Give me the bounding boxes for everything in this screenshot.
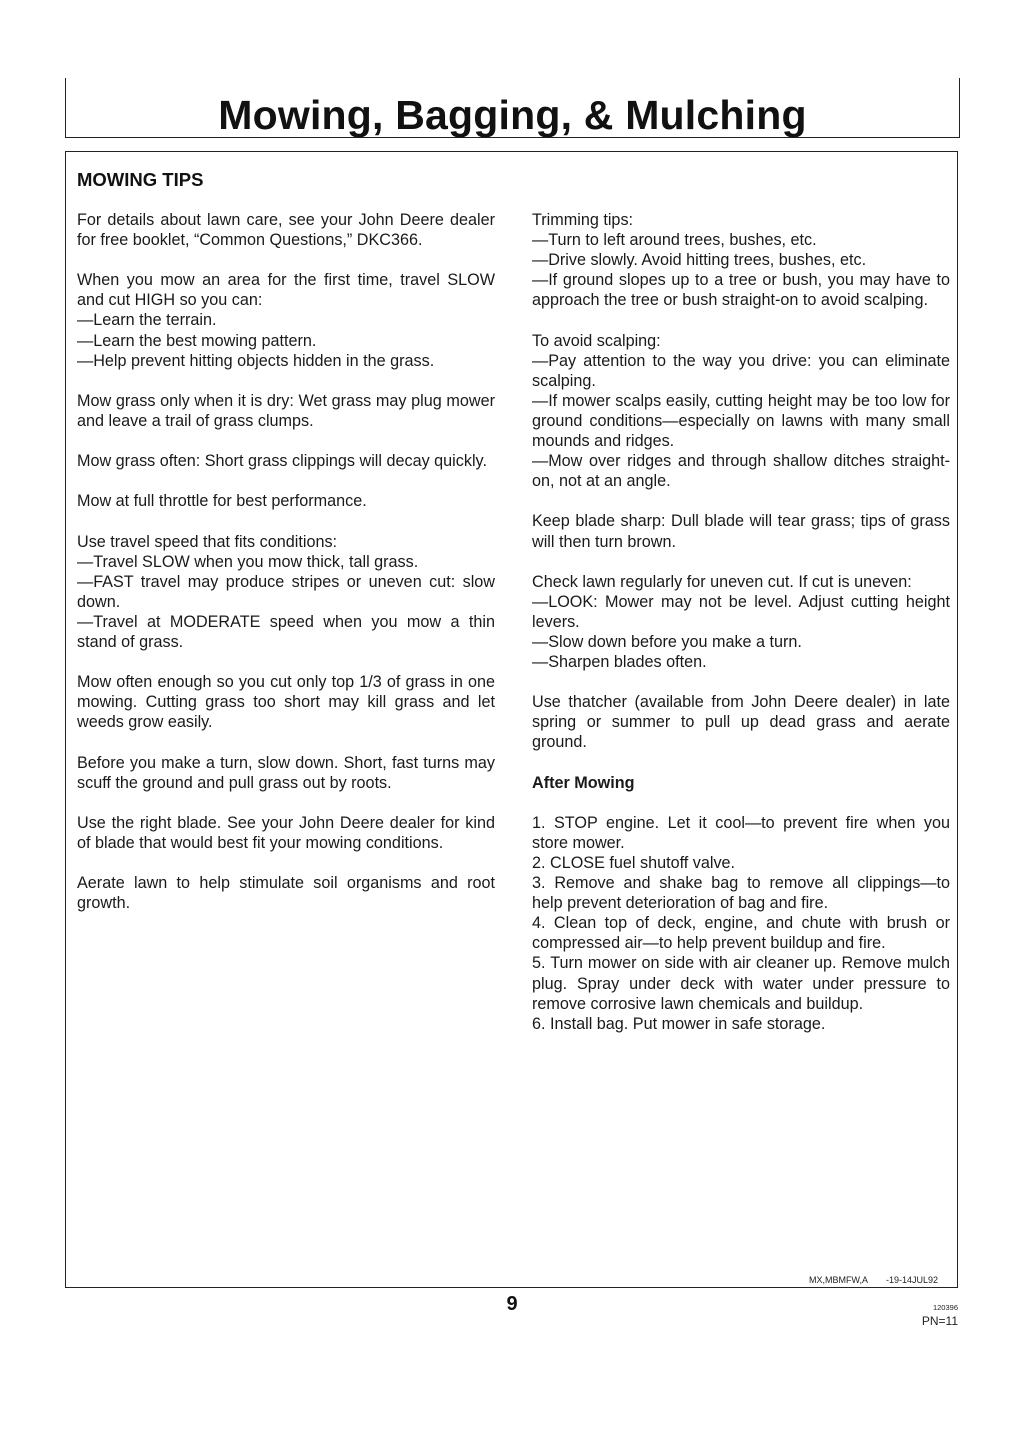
paragraph-line: Use the right blade. See your John Deere dealer for kind of blade that would best fit your mowing conditions.: [77, 813, 495, 852]
paragraph-right-blade: [77, 813, 495, 853]
paragraph-line: Mow often enough so you cut only top 1/3 of grass in one mowing. Cutting grass too short may kill grass and let weeds grow easily.: [77, 673, 495, 732]
paragraph-line: —Help prevent hitting objects hidden in the grass.: [77, 351, 435, 370]
paragraph-line: —If ground slopes up to a tree or bush, you may have to approach the tree or bush straight-on to avoid scalping.: [532, 271, 950, 310]
content-frame: [65, 151, 958, 1288]
paragraph-line: —Learn the best mowing pattern.: [77, 331, 317, 350]
paragraph-dry-grass: [77, 391, 495, 431]
after-mowing-step: 4. Clean top of deck, engine, and chute with brush or compressed air—to help prevent buildup and fire.: [532, 914, 950, 953]
paragraph-sharp-blade: [532, 511, 950, 551]
after-mowing-step: 6. Install bag. Put mower in safe storage.: [532, 1014, 826, 1033]
paragraph-line: —Slow down before you make a turn.: [532, 632, 802, 651]
paragraph-line: —Sharpen blades often.: [532, 653, 707, 672]
paragraph-thatcher: [532, 692, 950, 752]
paragraph-line: —Mow over ridges and through shallow ditches straight-on, not at an angle.: [532, 452, 950, 491]
paragraph-avoid-scalping: [532, 331, 950, 492]
paragraph-full-throttle: [77, 491, 495, 511]
after-mowing-step: 2. CLOSE fuel shutoff valve.: [532, 854, 736, 872]
left-column: [77, 210, 495, 933]
paragraph-line: —If mower scalps easily, cutting height may be too low for ground conditions—especially on lawns with many small mounds and ridges.: [532, 391, 950, 451]
paragraph-line: For details about lawn care, see your John Deere dealer for free booklet, “Common Questions,” DKC366.: [77, 211, 495, 250]
paragraph-line: —Turn to left around trees, bushes, etc.: [532, 231, 817, 250]
document-reference: [809, 1275, 938, 1286]
after-mowing-heading: After Mowing: [532, 773, 635, 792]
paragraph-line: —Drive slowly. Avoid hitting trees, bushes, etc.: [532, 251, 867, 270]
paragraph-line: —FAST travel may produce stripes or uneven cut: slow down.: [77, 572, 495, 611]
paragraph-line: Use thatcher (available from John Deere dealer) in late spring or summer to pull up dead grass and aerate ground.: [532, 693, 950, 752]
paragraph-travel-speed: [77, 532, 495, 653]
paragraph-uneven-cut: [532, 572, 950, 672]
page-title: Mowing, Bagging, & Mulching: [218, 92, 807, 138]
paragraph-line: Check lawn regularly for uneven cut. If cut is uneven:: [532, 572, 912, 591]
document-code: MX,MBMFW,A: [808, 1275, 868, 1285]
paragraph-line: Before you make a turn, slow down. Short, fast turns may scuff the ground and pull grass out by roots.: [77, 753, 495, 792]
paragraph-first-time-mowing: [77, 270, 495, 370]
after-mowing-step: 5. Turn mower on side with air cleaner up. Remove mulch plug. Spray under deck with water under pressure to remove corrosive lawn chemicals and buildup.: [532, 954, 950, 1013]
paragraph-turns: [77, 753, 495, 793]
paragraph-line: Mow grass often: Short grass clippings will decay quickly.: [77, 452, 487, 471]
paragraph-line: —LOOK: Mower may not be level. Adjust cutting height levers.: [532, 592, 950, 631]
page-index: PN=11: [921, 1314, 958, 1328]
paragraph-lawn-care-booklet: [77, 210, 495, 250]
paragraph-line: —Travel at MODERATE speed when you mow a thin stand of grass.: [77, 612, 495, 651]
paragraph-line: —Learn the terrain.: [77, 311, 217, 330]
document-date: -19-14JUL92: [885, 1275, 938, 1285]
paragraph-one-third-rule: [77, 672, 495, 732]
paragraph-mow-often: [77, 451, 495, 471]
print-code: 120396: [932, 1303, 958, 1312]
title-frame: [65, 78, 960, 138]
after-mowing-step: 3. Remove and shake bag to remove all clippings—to help prevent deterioration of bag and fire.: [532, 874, 950, 913]
section-heading: MOWING TIPS: [77, 169, 204, 190]
paragraph-line: Mow at full throttle for best performance.: [77, 492, 367, 511]
paragraph-line: Keep blade sharp: Dull blade will tear grass; tips of grass will then turn brown.: [532, 512, 950, 551]
after-mowing-steps: [532, 813, 950, 1034]
paragraph-line: To avoid scalping:: [532, 331, 661, 350]
paragraph-line: —Pay attention to the way you drive: you can eliminate scalping.: [532, 351, 950, 390]
after-mowing-step: 1. STOP engine. Let it cool—to prevent fire when you store mower.: [532, 813, 950, 852]
paragraph-line: —Travel SLOW when you mow thick, tall grass.: [77, 552, 419, 571]
paragraph-aerate: [77, 873, 495, 913]
paragraph-line: Trimming tips:: [532, 211, 634, 229]
right-column: [532, 210, 950, 1054]
paragraph-line: Aerate lawn to help stimulate soil organisms and root growth.: [77, 874, 495, 913]
paragraph-line: Mow grass only when it is dry: Wet grass may plug mower and leave a trail of grass clumps.: [77, 391, 495, 430]
page-number: 9: [506, 1293, 518, 1315]
paragraph-line: Use travel speed that fits conditions:: [77, 532, 338, 551]
paragraph-trimming-tips: [532, 210, 950, 310]
paragraph-line: When you mow an area for the first time, travel SLOW and cut HIGH so you can:: [77, 271, 495, 310]
